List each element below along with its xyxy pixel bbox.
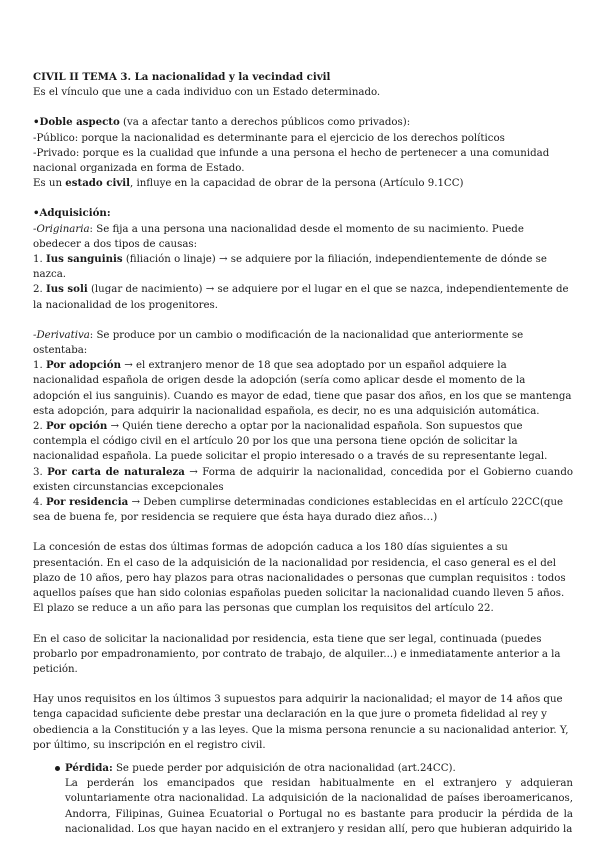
item-number: 1. bbox=[33, 360, 46, 372]
item-number: 4. bbox=[33, 497, 46, 509]
perdida-text: Se puede perder por adquisición de otra nacionalidad (art.24CC). bbox=[112, 762, 456, 774]
requisitos-paragraph: Hay unos requisitos en los últimos 3 supuestos para adquirir la nacionalidad; el mayor de 14 años que tenga capacidad suficiente debe prestar una declaración en la que jure o prometa fidelidad al rey y obediencia a la Constitución y a las leyes. Que la misma persona renuncie a su nacionalidad anterior. Y, por último, su inscripción en el registro civil. bbox=[33, 694, 569, 751]
ius-soli-item bbox=[33, 282, 573, 312]
ius-soli-text: (lugar de nacimiento) → se adquiere por el lugar en el que se nazca, independientemente de la nacionalidad de los progenitores. bbox=[33, 284, 569, 311]
estado-civil-line bbox=[33, 176, 573, 191]
doble-aspecto-heading bbox=[33, 115, 573, 130]
item-number: 2. bbox=[33, 284, 46, 296]
item-number: 2. bbox=[33, 421, 46, 433]
bullet-icon bbox=[55, 766, 60, 771]
ius-soli-term: Ius soli bbox=[45, 283, 88, 296]
originaria-label: -Originaria bbox=[33, 223, 90, 235]
ius-sanguinis-term: Ius sanguinis bbox=[45, 253, 123, 266]
caducidad-paragraph: La concesión de estas dos últimas formas de adopción caduca a los 180 días siguientes a su presentación. En el caso de la adquisición de la nacionalidad por residencia, el caso general es el del plazo de 10 años, pero hay plazos para otras nacionalidades o personas que cumplan requisitos : todos aquellos países que han sido colonias españolas pueden solicitar la nacionalidad cuando lleven 5 años. El plazo se reduce a un año para las personas que cumplan los requisitos del artículo 22. bbox=[33, 542, 566, 615]
doble-aspecto-label: •Doble aspecto bbox=[33, 116, 120, 129]
perdida-list bbox=[33, 761, 573, 837]
opcion-item bbox=[33, 419, 573, 465]
privado-line: -Privado: porque es la cualidad que infunde a una persona el hecho de pertenecer a una comunidad nacional organizada en forma de Estado. bbox=[33, 147, 550, 175]
legal-paragraph: En el caso de solicitar la nacionalidad por residencia, esta tiene que ser legal, continuada (puedes probarlo por empadronamiento, por contrato de trabajo, de alquiler...) e inmediatamente anterior a la petición. bbox=[33, 633, 561, 675]
document-title: CIVIL II TEMA 3. La nacionalidad y la vecindad civil bbox=[33, 71, 331, 83]
residencia-item bbox=[33, 495, 573, 525]
item-number: 3. bbox=[33, 466, 48, 478]
derivativa-text: : Se produce por un cambio o modificación de la nacionalidad que anteriormente se ostentaba: bbox=[33, 329, 524, 357]
doble-aspecto-rest: (va a afectar tanto a derechos públicos como privados): bbox=[119, 117, 411, 129]
adopcion-term: Por adopción bbox=[45, 359, 121, 372]
carta-item bbox=[33, 465, 573, 495]
derivativa-paragraph bbox=[33, 328, 573, 358]
residencia-term: Por residencia bbox=[45, 496, 129, 509]
adquisicion-label: •Adquisición: bbox=[33, 207, 111, 220]
document-body bbox=[33, 70, 573, 837]
perdida-heading bbox=[65, 761, 573, 776]
residencia-text: → Deben cumplirse determinadas condiciones establecidas en el artículo 22CC(que sea de buena fe, por residencia se requiere que ésta haya durado diez años…) bbox=[33, 497, 564, 524]
carta-term: Por carta de naturaleza bbox=[47, 465, 185, 478]
estado-post: , influye en la capacidad de obrar de la persona (Artículo 9.1CC) bbox=[130, 178, 464, 190]
perdida-term: Pérdida: bbox=[65, 761, 113, 774]
estado-civil-term: estado civil bbox=[65, 177, 130, 190]
derivativa-label: -Derivativa bbox=[33, 329, 90, 341]
adquisicion-heading bbox=[33, 206, 573, 221]
publico-line: -Público: porque la nacionalidad es determinante para el ejercicio de los derechos políticos bbox=[33, 132, 505, 144]
intro-text: Es el vínculo que une a cada individuo con un Estado determinado. bbox=[33, 87, 381, 99]
opcion-text: → Quién tiene derecho a optar por la nacionalidad española. Son supuestos que contempla el código civil en el artículo 20 por los que una persona tiene opción de solicitar la nacionalidad española. La puede solicitar el propio interesado o a través de su representante legal. bbox=[33, 421, 548, 463]
estado-pre: Es un bbox=[33, 178, 66, 190]
originaria-paragraph bbox=[33, 222, 573, 252]
originaria-text: : Se fija a una persona una nacionalidad desde el momento de su nacimiento. Puede obedecer a dos tipos de causas: bbox=[33, 223, 524, 250]
adopcion-text: → el extranjero menor de 18 que sea adoptado por un español adquiere la nacionalidad española de origen desde la adopción (sería como aplicar desde el momento de la adopción el ius sanguinis). Cuando es mayor de edad, tiene que pasar dos años, en los que se mantenga esta adopción, para adquirir la nacionalidad española, es decir, no es una adquisición automática. bbox=[33, 360, 572, 417]
carta-text: → Forma de adquirir la nacionalidad, concedida por el Gobierno cuando existen circunstancias excepcionales bbox=[33, 466, 573, 493]
ius-sanguinis-item bbox=[33, 252, 573, 282]
perdida-item bbox=[33, 761, 573, 837]
perdida-body: La perderán los emancipados que residan habitualmente en el extranjero y adquieran voluntariamente otra nacionalidad. La adquisición de la nacionalidad de países iberoamericanos, Andorra, Filipinas, Guinea Ecuatorial o Portugal no es bastante para producir la pérdida de la nacionalidad. Los que hayan nacido en el extranjero y residan allí, pero que hubieran adquirido la bbox=[65, 778, 573, 835]
opcion-term: Por opción bbox=[45, 420, 108, 433]
adopcion-item bbox=[33, 358, 573, 419]
item-number: 1. bbox=[33, 254, 46, 266]
ius-sanguinis-text: (filiación o linaje) → se adquiere por la filiación, independientemente de dónde se nazca. bbox=[33, 254, 547, 281]
